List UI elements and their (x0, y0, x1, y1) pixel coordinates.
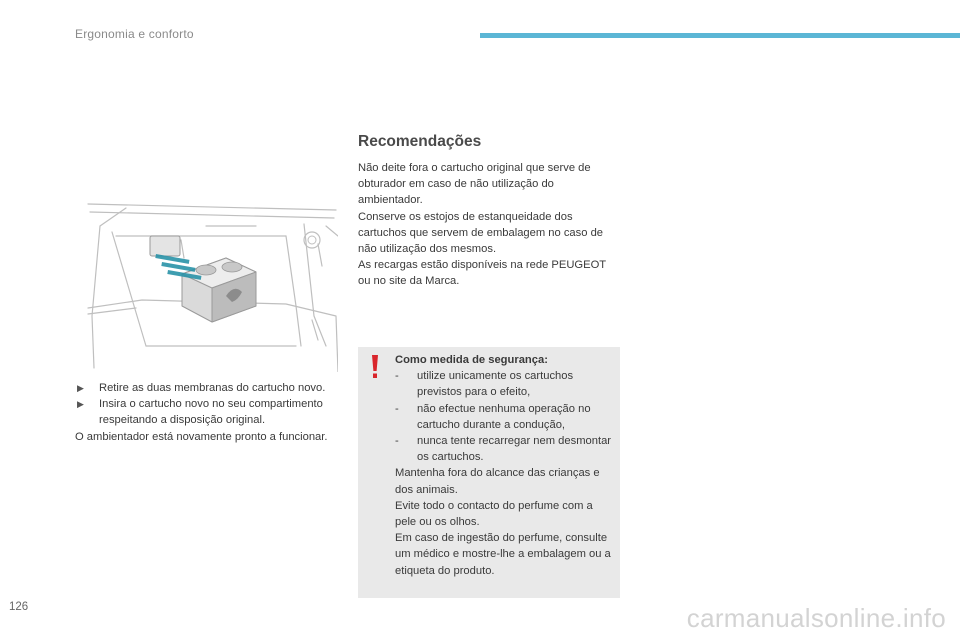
watermark: carmanualsonline.info (686, 603, 946, 633)
warning-item-text: nunca tente recarregar nem desmontar os cartuchos. (417, 435, 612, 464)
exclamation-icon (370, 355, 380, 379)
step-item (75, 380, 337, 396)
warning-item-text: utilize unicamente os cartuchos previstos para o efeito, (417, 370, 574, 399)
header-accent-bar (480, 33, 960, 38)
dash-bullet: - (395, 370, 399, 383)
recommendation-paragraph: Não deite fora o cartucho original que serve de obturador em caso de não utilização do ambientador. (358, 162, 591, 207)
instruction-steps (75, 380, 337, 445)
warning-paragraph: Mantenha fora do alcance das crianças e dos animais. (395, 467, 600, 496)
glovebox-cartridge-illustration (86, 196, 338, 372)
section-title: Ergonomia e conforto (75, 27, 194, 41)
warning-paragraph: Evite todo o contacto do perfume com a pele ou os olhos. (395, 499, 593, 529)
safety-warning-box (358, 347, 620, 598)
warning-item (395, 433, 615, 465)
step-text: Retire as duas membranas do cartucho novo. (99, 382, 326, 394)
warning-item-text: não efectue nenhuma operação no cartucho durante a condução, (417, 402, 591, 431)
step-text: Insira o cartucho novo no seu compartimento respeitando a disposição original. (99, 398, 323, 427)
dash-bullet: - (395, 402, 399, 415)
recommendation-paragraph: Conserve os estojos de estanqueidade dos cartuchos que servem de embalagem no caso de não utilização dos mesmos. (358, 210, 604, 256)
warning-title: Como medida de segurança: (395, 354, 548, 366)
recommendations-section (358, 133, 620, 290)
arrow-bullet-icon: ▶ (77, 383, 84, 393)
recommendations-heading: Recomendações (358, 133, 482, 150)
recommendation-paragraph: As recargas estão disponíveis na rede PEUGEOT ou no site da Marca. (358, 259, 606, 288)
page-number: 126 (9, 601, 29, 613)
arrow-bullet-icon: ▶ (77, 399, 84, 410)
warning-item (395, 401, 615, 433)
step-item (75, 396, 337, 428)
dash-bullet: - (395, 435, 399, 448)
warning-item (395, 368, 615, 400)
conclusion-text: O ambientador está novamente pronto a funcionar. (75, 430, 328, 443)
warning-paragraph: Em caso de ingestão do perfume, consulte um médico e mostre-lhe a embalagem ou a etiqueta do produto. (395, 532, 611, 577)
